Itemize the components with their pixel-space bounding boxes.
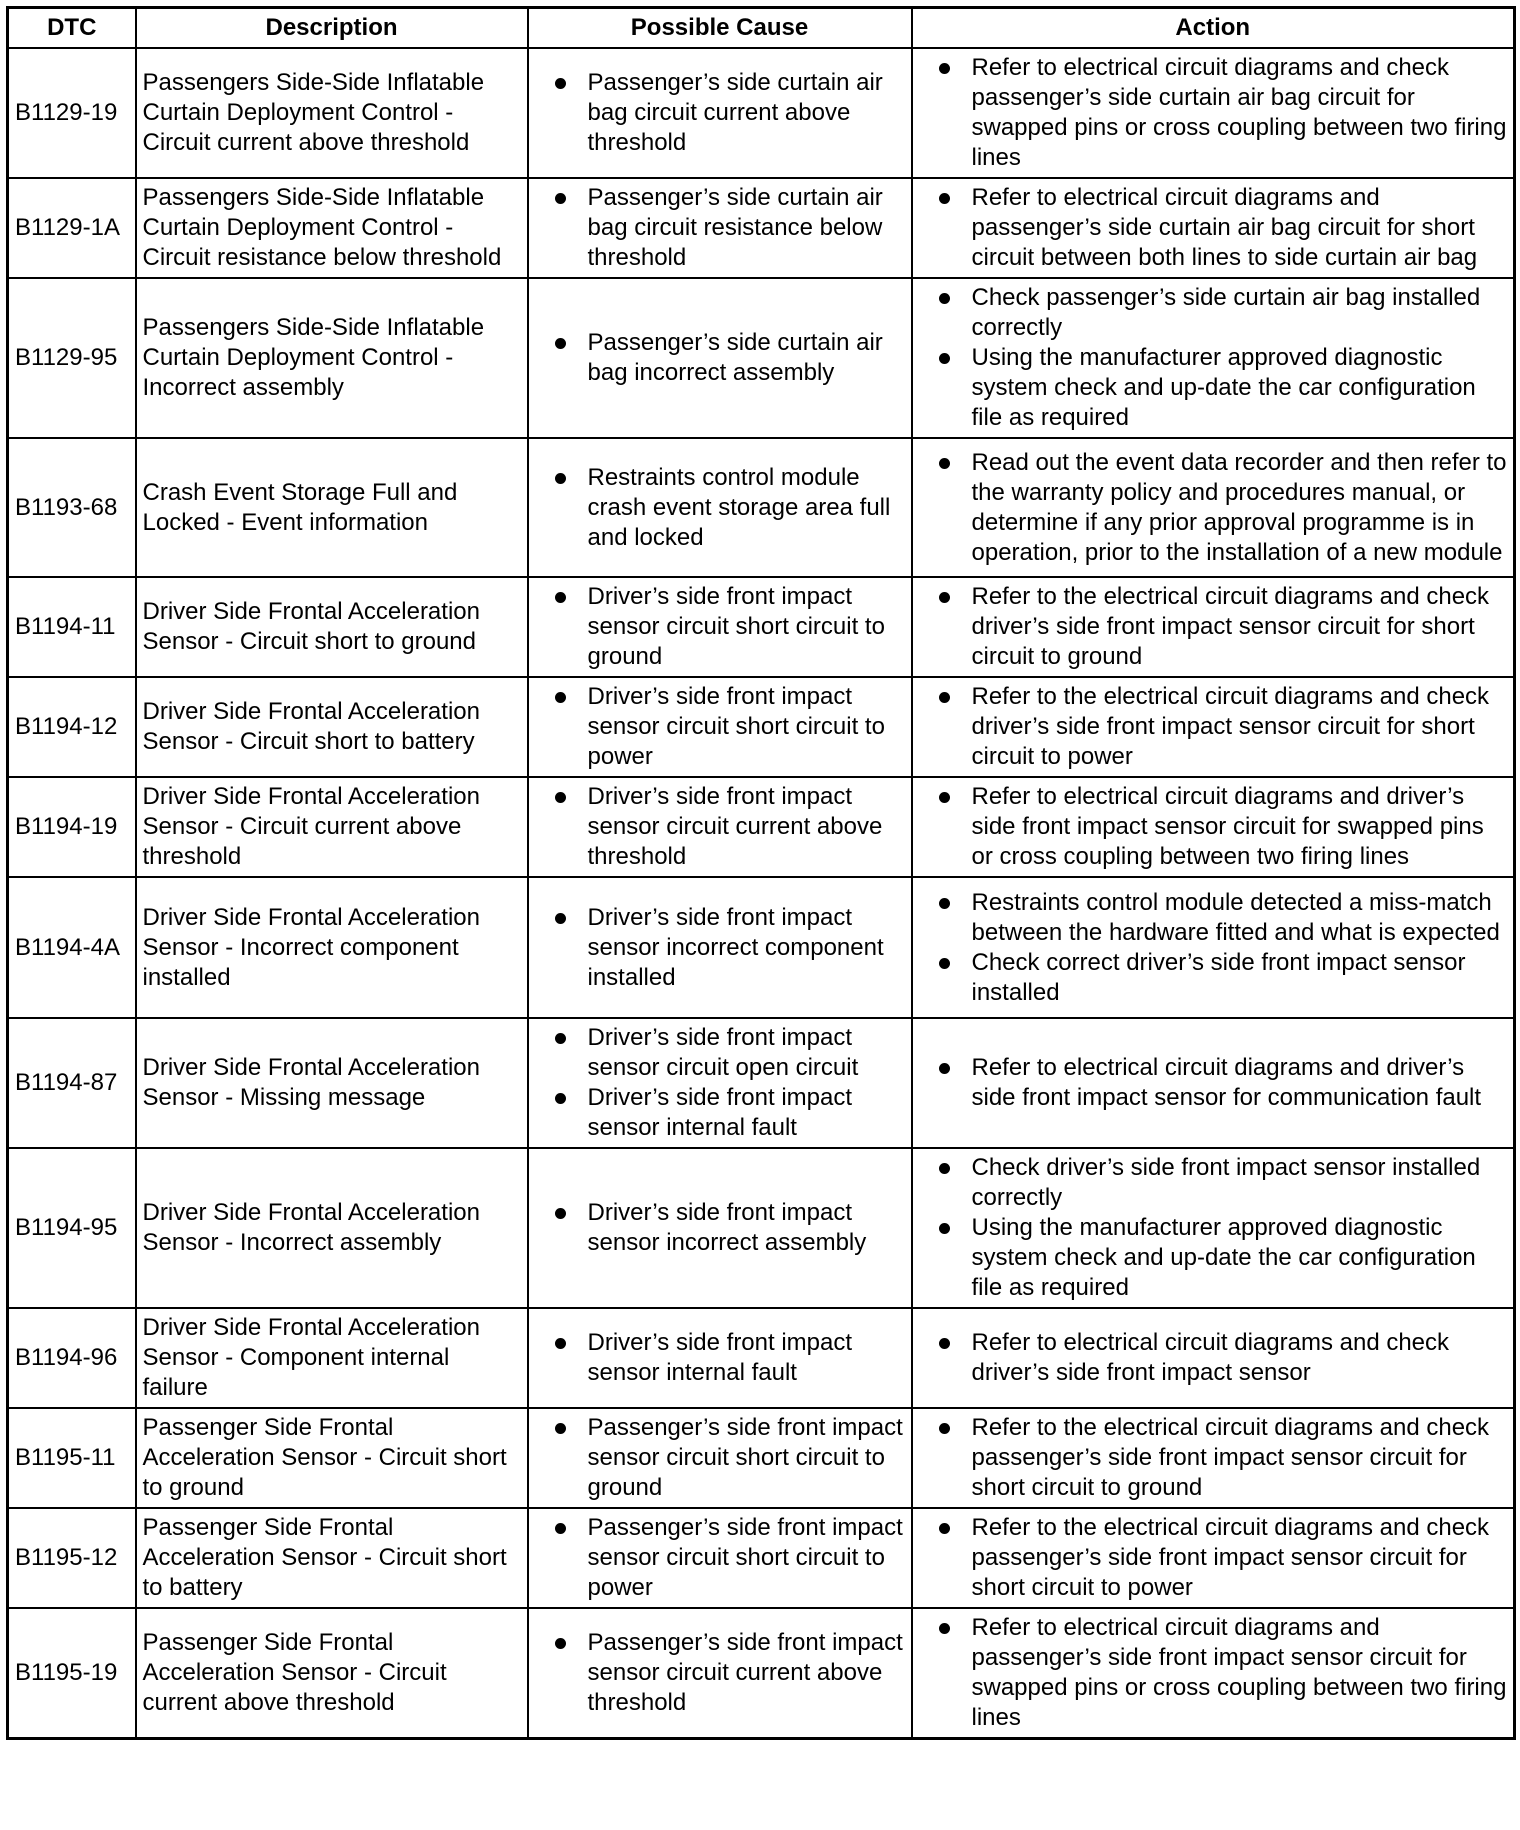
action-item: Refer to electrical circuit diagrams and passenger’s side front impact sensor circuit for swapped pins or cross coupling between two firing lines — [919, 1613, 1508, 1733]
cause-item: Passenger’s side front impact sensor circuit short circuit to ground — [535, 1413, 905, 1503]
action-cell — [912, 677, 1515, 777]
action-list — [919, 53, 1508, 173]
action-item: Check correct driver’s side front impact sensor installed — [919, 948, 1508, 1008]
action-item: Restraints control module detected a miss-match between the hardware fitted and what is expected — [919, 888, 1508, 948]
table-body — [8, 48, 1515, 1739]
action-cell — [912, 1308, 1515, 1408]
dtc-description: Driver Side Frontal Acceleration Sensor - Missing message — [136, 1018, 528, 1148]
cause-item: Driver’s side front impact sensor incorrect assembly — [535, 1198, 905, 1258]
table-header — [8, 8, 1515, 49]
action-cell — [912, 1608, 1515, 1739]
possible-cause-cell — [528, 1018, 912, 1148]
table-row — [8, 1148, 1515, 1308]
table-row — [8, 1018, 1515, 1148]
cause-list — [535, 1328, 905, 1388]
header-action: Action — [912, 8, 1515, 49]
table-row — [8, 48, 1515, 178]
table-row — [8, 1408, 1515, 1508]
cause-item: Driver’s side front impact sensor internal fault — [535, 1328, 905, 1388]
cause-item: Passenger’s side front impact sensor circuit current above threshold — [535, 1628, 905, 1718]
dtc-code: B1129-1A — [8, 178, 136, 278]
action-cell — [912, 777, 1515, 877]
action-cell — [912, 178, 1515, 278]
table-row — [8, 677, 1515, 777]
table-row — [8, 178, 1515, 278]
header-row — [8, 8, 1515, 49]
action-cell — [912, 1018, 1515, 1148]
action-list — [919, 1613, 1508, 1733]
header-description: Description — [136, 8, 528, 49]
action-item: Refer to the electrical circuit diagrams and check passenger’s side front impact sensor circuit for short circuit to power — [919, 1513, 1508, 1603]
action-item: Read out the event data recorder and then refer to the warranty policy and procedures manual, or determine if any prior approval programme is in operation, prior to the installation of a new module — [919, 448, 1508, 568]
dtc-description: Crash Event Storage Full and Locked - Event information — [136, 438, 528, 577]
dtc-code: B1194-11 — [8, 577, 136, 677]
cause-list — [535, 782, 905, 872]
cause-list — [535, 1023, 905, 1143]
action-item: Refer to electrical circuit diagrams and passenger’s side curtain air bag circuit for short circuit between both lines to side curtain air bag — [919, 183, 1508, 273]
cause-list — [535, 68, 905, 158]
cause-list — [535, 682, 905, 772]
dtc-code: B1195-19 — [8, 1608, 136, 1739]
possible-cause-cell — [528, 777, 912, 877]
cause-item: Restraints control module crash event storage area full and locked — [535, 463, 905, 553]
action-cell — [912, 877, 1515, 1018]
action-item: Refer to the electrical circuit diagrams and check passenger’s side front impact sensor circuit for short circuit to ground — [919, 1413, 1508, 1503]
cause-item: Passenger’s side curtain air bag circuit current above threshold — [535, 68, 905, 158]
cause-list — [535, 1628, 905, 1718]
action-item: Refer to the electrical circuit diagrams and check driver’s side front impact sensor circuit for short circuit to power — [919, 682, 1508, 772]
action-list — [919, 1153, 1508, 1303]
possible-cause-cell — [528, 1308, 912, 1408]
dtc-description: Passenger Side Frontal Acceleration Sensor - Circuit current above threshold — [136, 1608, 528, 1739]
action-list — [919, 183, 1508, 273]
dtc-description: Passengers Side-Side Inflatable Curtain Deployment Control - Circuit current above threshold — [136, 48, 528, 178]
possible-cause-cell — [528, 877, 912, 1018]
header-dtc: DTC — [8, 8, 136, 49]
dtc-description: Passenger Side Frontal Acceleration Sensor - Circuit short to ground — [136, 1408, 528, 1508]
action-list — [919, 1053, 1508, 1113]
table-row — [8, 877, 1515, 1018]
action-item: Using the manufacturer approved diagnostic system check and up-date the car configuration file as required — [919, 343, 1508, 433]
dtc-code: B1194-87 — [8, 1018, 136, 1148]
cause-item: Passenger’s side curtain air bag incorrect assembly — [535, 328, 905, 388]
cause-item: Driver’s side front impact sensor circuit short circuit to power — [535, 682, 905, 772]
action-list — [919, 782, 1508, 872]
dtc-description: Passengers Side-Side Inflatable Curtain Deployment Control - Circuit resistance below threshold — [136, 178, 528, 278]
action-list — [919, 1413, 1508, 1503]
cause-item: Driver’s side front impact sensor circuit short circuit to ground — [535, 582, 905, 672]
possible-cause-cell — [528, 1608, 912, 1739]
action-item: Check passenger’s side curtain air bag installed correctly — [919, 283, 1508, 343]
dtc-code: B1129-95 — [8, 278, 136, 438]
action-cell — [912, 1148, 1515, 1308]
cause-item: Driver’s side front impact sensor circuit current above threshold — [535, 782, 905, 872]
action-list — [919, 1328, 1508, 1388]
action-item: Refer to electrical circuit diagrams and check passenger’s side curtain air bag circuit for swapped pins or cross coupling between two firing lines — [919, 53, 1508, 173]
action-cell — [912, 577, 1515, 677]
cause-list — [535, 463, 905, 553]
possible-cause-cell — [528, 677, 912, 777]
action-cell — [912, 1508, 1515, 1608]
action-cell — [912, 278, 1515, 438]
table-row — [8, 1508, 1515, 1608]
cause-item: Driver’s side front impact sensor circuit open circuit — [535, 1023, 905, 1083]
action-cell — [912, 438, 1515, 577]
action-cell — [912, 1408, 1515, 1508]
table-row — [8, 1608, 1515, 1739]
header-possible-cause: Possible Cause — [528, 8, 912, 49]
cause-list — [535, 1198, 905, 1258]
dtc-code: B1194-95 — [8, 1148, 136, 1308]
possible-cause-cell — [528, 438, 912, 577]
cause-item: Passenger’s side front impact sensor circuit short circuit to power — [535, 1513, 905, 1603]
cause-list — [535, 183, 905, 273]
action-cell — [912, 48, 1515, 178]
action-item: Check driver’s side front impact sensor installed correctly — [919, 1153, 1508, 1213]
possible-cause-cell — [528, 577, 912, 677]
dtc-code: B1193-68 — [8, 438, 136, 577]
cause-item: Driver’s side front impact sensor incorrect component installed — [535, 903, 905, 993]
dtc-code: B1194-12 — [8, 677, 136, 777]
possible-cause-cell — [528, 278, 912, 438]
cause-item: Passenger’s side curtain air bag circuit resistance below threshold — [535, 183, 905, 273]
dtc-code: B1195-11 — [8, 1408, 136, 1508]
action-list — [919, 283, 1508, 433]
table-row — [8, 777, 1515, 877]
cause-list — [535, 328, 905, 388]
table-row — [8, 278, 1515, 438]
possible-cause-cell — [528, 1408, 912, 1508]
dtc-description: Driver Side Frontal Acceleration Sensor - Component internal failure — [136, 1308, 528, 1408]
action-list — [919, 1513, 1508, 1603]
dtc-description: Passengers Side-Side Inflatable Curtain Deployment Control - Incorrect assembly — [136, 278, 528, 438]
table-row — [8, 438, 1515, 577]
possible-cause-cell — [528, 48, 912, 178]
possible-cause-cell — [528, 1148, 912, 1308]
action-item: Refer to electrical circuit diagrams and check driver’s side front impact sensor — [919, 1328, 1508, 1388]
cause-list — [535, 1513, 905, 1603]
dtc-code: B1194-4A — [8, 877, 136, 1018]
cause-item: Driver’s side front impact sensor internal fault — [535, 1083, 905, 1143]
table-row — [8, 577, 1515, 677]
dtc-code: B1194-19 — [8, 777, 136, 877]
dtc-description: Driver Side Frontal Acceleration Sensor - Circuit current above threshold — [136, 777, 528, 877]
action-item: Refer to the electrical circuit diagrams and check driver’s side front impact sensor circuit for short circuit to ground — [919, 582, 1508, 672]
dtc-description: Driver Side Frontal Acceleration Sensor - Circuit short to ground — [136, 577, 528, 677]
dtc-code: B1129-19 — [8, 48, 136, 178]
table-row — [8, 1308, 1515, 1408]
dtc-code: B1195-12 — [8, 1508, 136, 1608]
dtc-description: Driver Side Frontal Acceleration Sensor - Incorrect assembly — [136, 1148, 528, 1308]
action-list — [919, 582, 1508, 672]
cause-list — [535, 1413, 905, 1503]
action-item: Refer to electrical circuit diagrams and driver’s side front impact sensor circuit for swapped pins or cross coupling between two firing lines — [919, 782, 1508, 872]
action-list — [919, 682, 1508, 772]
dtc-table — [6, 6, 1516, 1740]
action-item: Refer to electrical circuit diagrams and driver’s side front impact sensor for communication fault — [919, 1053, 1508, 1113]
possible-cause-cell — [528, 1508, 912, 1608]
action-list — [919, 888, 1508, 1008]
dtc-description: Driver Side Frontal Acceleration Sensor - Circuit short to battery — [136, 677, 528, 777]
dtc-code: B1194-96 — [8, 1308, 136, 1408]
dtc-description: Passenger Side Frontal Acceleration Sensor - Circuit short to battery — [136, 1508, 528, 1608]
cause-list — [535, 903, 905, 993]
action-list — [919, 448, 1508, 568]
dtc-description: Driver Side Frontal Acceleration Sensor - Incorrect component installed — [136, 877, 528, 1018]
cause-list — [535, 582, 905, 672]
action-item: Using the manufacturer approved diagnostic system check and up-date the car configuration file as required — [919, 1213, 1508, 1303]
possible-cause-cell — [528, 178, 912, 278]
